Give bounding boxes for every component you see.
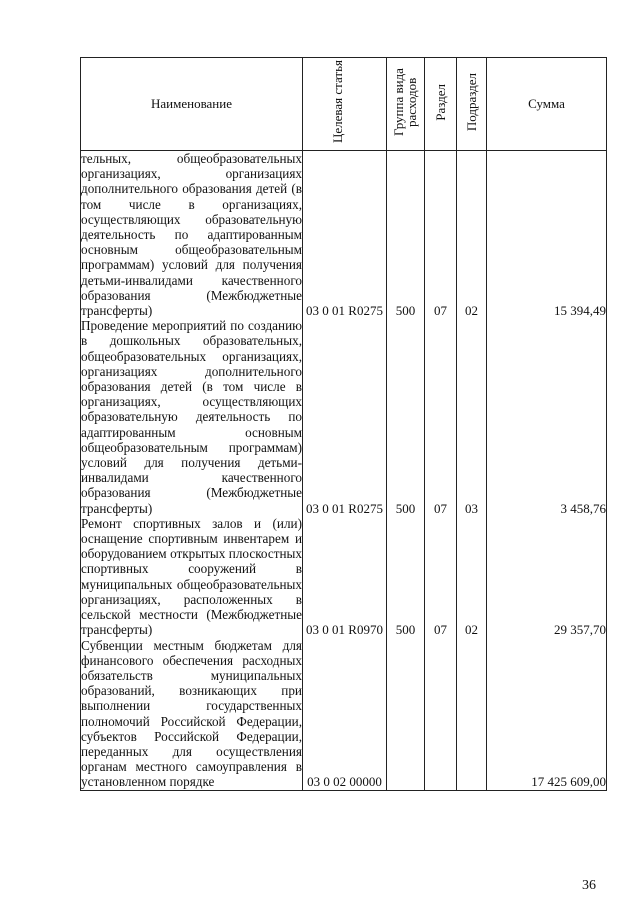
row-sum: 15 394,49 <box>487 151 607 319</box>
header-podrazdel: Подраздел <box>457 58 487 151</box>
table-row <box>81 638 607 791</box>
row-sum: 3 458,76 <box>487 318 607 516</box>
row-target: 03 0 02 00000 <box>303 638 387 791</box>
row-group: 500 <box>387 516 425 638</box>
row-razdel: 07 <box>425 151 457 319</box>
row-target: 03 0 01 R0970 <box>303 516 387 638</box>
row-target: 03 0 01 R0275 <box>303 151 387 319</box>
row-name: тельных, общеобразовательных организациях, организациях дополнительного образования детей (в том числе в организациях, осуществляющих образовательную деятельность по адаптированным основным общеобразовательным программам) условий для получения детьми-инвалидами качественного образования (Межбюджетные трансферты) <box>81 151 302 319</box>
row-target: 03 0 01 R0275 <box>303 318 387 516</box>
row-sum: 29 357,70 <box>487 516 607 638</box>
row-podrazdel: 03 <box>457 318 487 516</box>
row-podrazdel: 02 <box>457 151 487 319</box>
table-row <box>81 516 607 638</box>
row-razdel: 07 <box>425 318 457 516</box>
header-razdel: Раздел <box>425 58 457 151</box>
row-razdel: 07 <box>425 516 457 638</box>
row-group: 500 <box>387 151 425 319</box>
row-group: 500 <box>387 318 425 516</box>
row-group <box>387 638 425 791</box>
header-sum: Сумма <box>487 58 607 151</box>
table-header-row <box>81 58 607 151</box>
row-name: Ремонт спортивных залов и (или) оснащение спортивным инвентарем и оборудованием открытых плоскостных спортивных сооружений в муниципальных общеобразовательных организациях, расположенных в сельской местности (Межбюджетные трансферты) <box>81 515 302 638</box>
row-podrazdel <box>457 638 487 791</box>
header-target: Целевая статья <box>303 58 387 151</box>
budget-table <box>80 57 607 791</box>
table-row <box>81 151 607 319</box>
table-row <box>81 318 607 516</box>
row-name: Проведение мероприятий по созданию в дошкольных образовательных, общеобразовательных организациях, организациях дополнительного образования детей (в том числе в организациях, осуществляющих образовательную деятельность по адаптированным основным общеобразовательным программам) условий для получения детьми-инвалидами качественного образования (Межбюджетные трансферты) <box>81 318 302 516</box>
row-sum: 17 425 609,00 <box>487 638 607 791</box>
header-name: Наименование <box>81 58 303 151</box>
row-razdel <box>425 638 457 791</box>
header-group: Группа вида расходов <box>387 58 425 151</box>
page-number: 36 <box>582 878 596 893</box>
row-name: Субвенции местным бюджетам для финансового обеспечения расходных обязательств муниципальных образований, возникающих при выполнении государственных полномочий Российской Федерации, субъектов Российской Федерации, переданных для осуществления органам местного самоуправления в установленном порядке <box>81 637 302 790</box>
row-podrazdel: 02 <box>457 516 487 638</box>
